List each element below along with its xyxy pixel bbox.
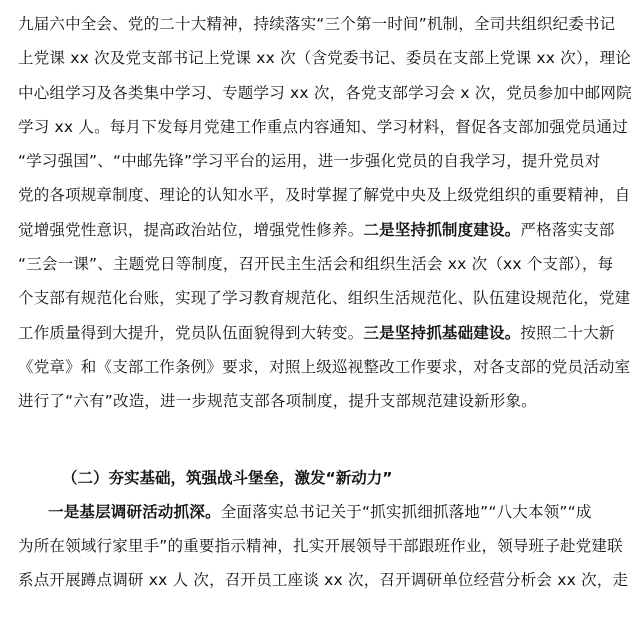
section-heading: （二）夯实基础，筑强战斗堡垒，激发“新动力” (62, 468, 393, 487)
bold-subheading: 一是基层调研活动抓深。 (48, 502, 221, 521)
text-line: 上党课 xx 次及党支部书记上党课 xx 次（含党委书记、委员在支部上党课 xx 次），理论 (18, 49, 632, 68)
text-line (18, 213, 623, 247)
text-run: 觉增强党性意识，提高政治站位，增强党性修养。 (18, 220, 364, 239)
text-run: 严格落实支部 (520, 220, 615, 239)
text-line: 党的各项规章制度、理论的认知水平，及时掌握了解党中央及上级党组织的重要精神，自 (18, 186, 631, 205)
text-run: 按照二十大新 (520, 323, 615, 342)
text-line: 进行了“六有”改造，进一步规范支部各项制度，提升支部规范建设新形象。 (18, 392, 537, 411)
text-line: 为所在领域行家里手”的重要指示精神，扎实开展领导干部跟班作业，领导班子赴党建联 (18, 537, 623, 556)
text-run: 工作质量得到大提升，党员队伍面貌得到大转变。 (18, 323, 364, 342)
bold-subheading: 二是坚持抓制度建设。 (363, 220, 521, 239)
text-line: 九届六中全会、党的二十大精神，持续落实“三个第一时间”机制，全司共组织纪委书记 (18, 15, 616, 33)
bold-subheading: 三是坚持抓基础建设。 (363, 323, 521, 342)
text-line: “学习强国”、“中邮先锋”学习平台的运用，进一步强化党员的自我学习，提升党员对 (18, 152, 601, 171)
text-line: 个支部有规范化台账，实现了学习教育规范化、组织生活规范化、队伍建设规范化，党建 (18, 289, 631, 308)
text-line: 系点开展蹲点调研 xx 人 次，召开员工座谈 xx 次，召开调研单位经营分析会 xx 次，走 (18, 571, 629, 590)
text-run: 全面落实总书记关于“抓实抓细抓落地”“八大本领”“成 (220, 502, 592, 521)
text-line (18, 495, 623, 529)
text-line: “三会一课”、主题党日等制度，召开民主生活会和组织生活会 xx 次（xx 个支部），每 (18, 255, 614, 274)
text-line: 学习 xx 人。每月下发每月党建工作重点内容通知、学习材料，督促各支部加强党员通过 (18, 117, 628, 136)
text-line (18, 316, 623, 350)
section1-paragraph (18, 7, 632, 419)
section2-paragraph (18, 495, 629, 598)
text-line: 中心组学习及各类集中学习、专题学习 xx 次，各党支部学习会 x 次，党员参加中邮网院 (18, 83, 632, 102)
paragraph-gap (18, 419, 623, 461)
text-line: 《党章》和《支部工作条例》要求，对照上级巡视整改工作要求，对各支部的党员活动室 (18, 357, 631, 376)
